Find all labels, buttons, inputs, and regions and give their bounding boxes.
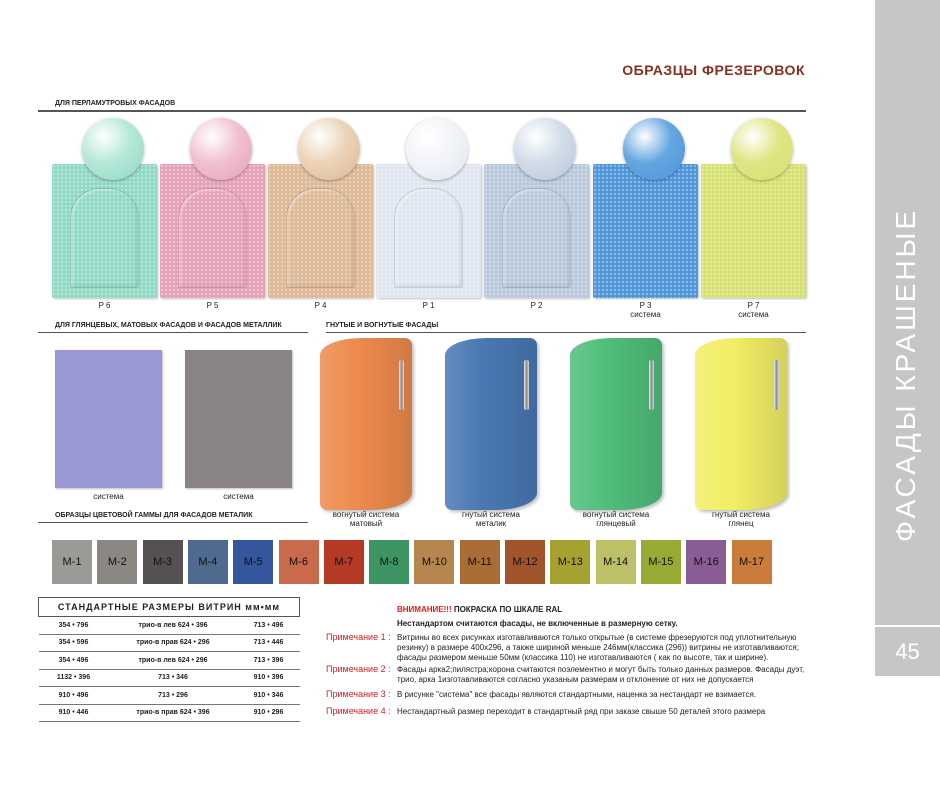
color-swatch: M-7	[324, 540, 364, 584]
color-swatch: M-12	[505, 540, 545, 584]
note-text: Витрины во всех рисунках изготавливаются только открытые (в системе фрезеруются под уплотнительную резинку) в размере 400х296, а также шириной меньше 246мм(классика (296)) витрины не изготавливаются; фасады размером меньше 50мм (классика 110) не изготавливаются ( как по высоте, так и ширине).	[397, 633, 799, 662]
table-cell: трио-в лев 624 • 396	[109, 617, 238, 635]
pearl-code-text: P 3	[639, 301, 652, 310]
facade-panel	[593, 164, 698, 298]
table-cell: трио-в прав 624 • 396	[109, 704, 238, 722]
texture-disc	[406, 118, 468, 180]
texture-disc	[623, 118, 685, 180]
texture-disc	[731, 118, 793, 180]
pearl-code-text: P 7	[747, 301, 760, 310]
table-cell: 713 • 346	[109, 669, 238, 687]
note-text: Нестандартный размер переходит в стандартный ряд при заказе свыше 50 деталей этого размера	[397, 707, 766, 716]
sizes-table-header: СТАНДАРТНЫЕ РАЗМЕРЫ ВИТРИН мм•мм	[39, 598, 300, 617]
curved-facade	[695, 338, 787, 510]
glossy-facade	[185, 350, 292, 488]
note-label: Примечание 1 :	[326, 632, 391, 642]
texture-disc	[190, 118, 252, 180]
divider	[326, 332, 806, 333]
pearl-sample	[52, 118, 157, 310]
color-swatch: M-10	[414, 540, 454, 584]
pearl-code-text: P 4	[314, 301, 327, 310]
color-swatch: M-11	[460, 540, 500, 584]
nonstandard-note: Нестандартом считаются фасады, не включенные в размерную сетку.	[397, 619, 678, 628]
page-title: ОБРАЗЦЫ ФРЕЗЕРОВОК	[622, 62, 805, 78]
glossy-facade	[55, 350, 162, 488]
color-swatch: M-1	[52, 540, 92, 584]
pearl-code	[52, 301, 157, 310]
color-swatch: M-15	[641, 540, 681, 584]
color-swatch: M-3	[143, 540, 183, 584]
table-cell: 354 • 596	[39, 634, 109, 652]
milling-arch	[286, 188, 355, 288]
pearl-sample	[268, 118, 373, 310]
pearl-sample	[160, 118, 265, 310]
pearl-code-text: P 6	[98, 301, 111, 310]
table-cell: 713 • 446	[238, 634, 300, 652]
table-row	[39, 687, 300, 705]
note-label: Примечание 2 :	[326, 664, 391, 674]
pearl-code	[376, 301, 481, 310]
note-text: Фасады арка2;пилястра;корона считаются поэлементно и могут быть только данных размеров. Фасады дуэт, трио, арка 1изготавливаются согласно указаным размерам и отклонение от них не допускается	[397, 665, 805, 684]
curved-facade	[445, 338, 537, 510]
table-cell: 910 • 396	[238, 669, 300, 687]
pearl-sample	[484, 118, 589, 310]
color-swatch: M-13	[550, 540, 590, 584]
milling-arch	[70, 188, 139, 288]
texture-disc	[514, 118, 576, 180]
texture-disc	[298, 118, 360, 180]
table-row	[39, 704, 300, 722]
pearl-sample	[376, 118, 481, 310]
pearl-heading: ДЛЯ ПЕРЛАМУТРОВЫХ ФАСАДОВ	[55, 100, 176, 107]
pearl-sample	[701, 118, 806, 319]
handle-icon	[649, 360, 654, 410]
table-cell: 354 • 496	[39, 652, 109, 670]
sizes-table	[38, 597, 300, 722]
color-swatch: M-6	[279, 540, 319, 584]
divider	[38, 110, 806, 112]
metallic-heading: ОБРАЗЦЫ ЦВЕТОВОЙ ГАММЫ ДЛЯ ФАСАДОВ МЕТАЛИК	[55, 512, 253, 519]
handle-icon	[399, 360, 404, 410]
attention-line	[397, 605, 562, 614]
table-cell: 713 • 396	[238, 652, 300, 670]
glossy-label: система	[93, 492, 124, 501]
curved-label-line2: матовый	[349, 519, 383, 528]
table-cell: 354 • 796	[39, 617, 109, 635]
curved-label-line1: вогнутый система	[332, 510, 400, 519]
divider	[38, 522, 308, 523]
note-label: Примечание 3 :	[326, 689, 391, 699]
note-text: В рисунке "система" все фасады являются стандартными, наценка за нестандарт не взимается.	[397, 690, 757, 699]
divider	[38, 332, 308, 333]
attention-label: ВНИМАНИЕ!!!	[397, 605, 452, 614]
page-number: 45	[875, 625, 940, 675]
pearl-sample	[593, 118, 698, 319]
pearl-code	[268, 301, 373, 310]
facade-panel	[701, 164, 806, 298]
table-cell: 910 • 346	[238, 687, 300, 705]
color-swatch: M-4	[188, 540, 228, 584]
note-label: Примечание 4 :	[326, 706, 391, 716]
curved-label-line2: глянцевый	[596, 519, 636, 528]
curved-facade	[570, 338, 662, 510]
glossy-heading: ДЛЯ ГЛЯНЦЕВЫХ, МАТОВЫХ ФАСАДОВ И ФАСАДОВ МЕТАЛЛИК	[55, 322, 282, 329]
table-cell: 713 • 496	[238, 617, 300, 635]
milling-arch	[394, 188, 463, 288]
color-swatch: M-17	[732, 540, 772, 584]
handle-icon	[524, 360, 529, 410]
pearl-code-text: P 1	[422, 301, 435, 310]
milling-arch	[502, 188, 571, 288]
pearl-sub-text: система	[738, 310, 769, 319]
curved-facade	[320, 338, 412, 510]
pearl-code-text: P 5	[206, 301, 219, 310]
color-swatch: M-16	[686, 540, 726, 584]
table-cell: трио-в лев 624 • 296	[109, 652, 238, 670]
table-cell: 910 • 446	[39, 704, 109, 722]
pearl-sub-text: система	[630, 310, 661, 319]
table-cell: 910 • 296	[238, 704, 300, 722]
glossy-label: система	[223, 492, 254, 501]
curved-label	[435, 510, 547, 528]
sidebar-title: ФАСАДЫ КРАШЕНЫЕ	[890, 207, 922, 543]
curved-label	[310, 510, 422, 528]
table-row	[39, 634, 300, 652]
pearl-code	[701, 301, 806, 319]
attention-text: ПОКРАСКА ПО ШКАЛЕ RAL	[451, 605, 563, 614]
curved-label-line1: вогнутый система	[582, 510, 650, 519]
curved-label-line2: металик	[475, 519, 507, 528]
table-cell: 713 • 296	[109, 687, 238, 705]
color-swatch: M-2	[97, 540, 137, 584]
table-cell: 910 • 496	[39, 687, 109, 705]
pearl-code-text: P 2	[530, 301, 543, 310]
handle-icon	[774, 360, 779, 410]
color-swatch: M-8	[369, 540, 409, 584]
curved-label-line1: гнутый система	[712, 510, 770, 519]
table-cell: трио-в прав 624 • 296	[109, 634, 238, 652]
color-swatch: M-14	[596, 540, 636, 584]
milling-arch	[178, 188, 247, 288]
sidebar-title-wrap	[878, 140, 934, 610]
color-swatch: M-5	[233, 540, 273, 584]
table-row	[39, 617, 300, 635]
table-row	[39, 669, 300, 687]
table-row	[39, 652, 300, 670]
curved-label	[560, 510, 672, 528]
curved-label-line1: гнутый система	[462, 510, 520, 519]
curved-heading: ГНУТЫЕ И ВОГНУТЫЕ ФАСАДЫ	[326, 322, 439, 329]
texture-disc	[82, 118, 144, 180]
curved-label	[685, 510, 797, 528]
pearl-code	[160, 301, 265, 310]
curved-label-line2: глянец	[728, 519, 754, 528]
table-cell: 1132 • 396	[39, 669, 109, 687]
pearl-code	[484, 301, 589, 310]
pearl-code	[593, 301, 698, 319]
